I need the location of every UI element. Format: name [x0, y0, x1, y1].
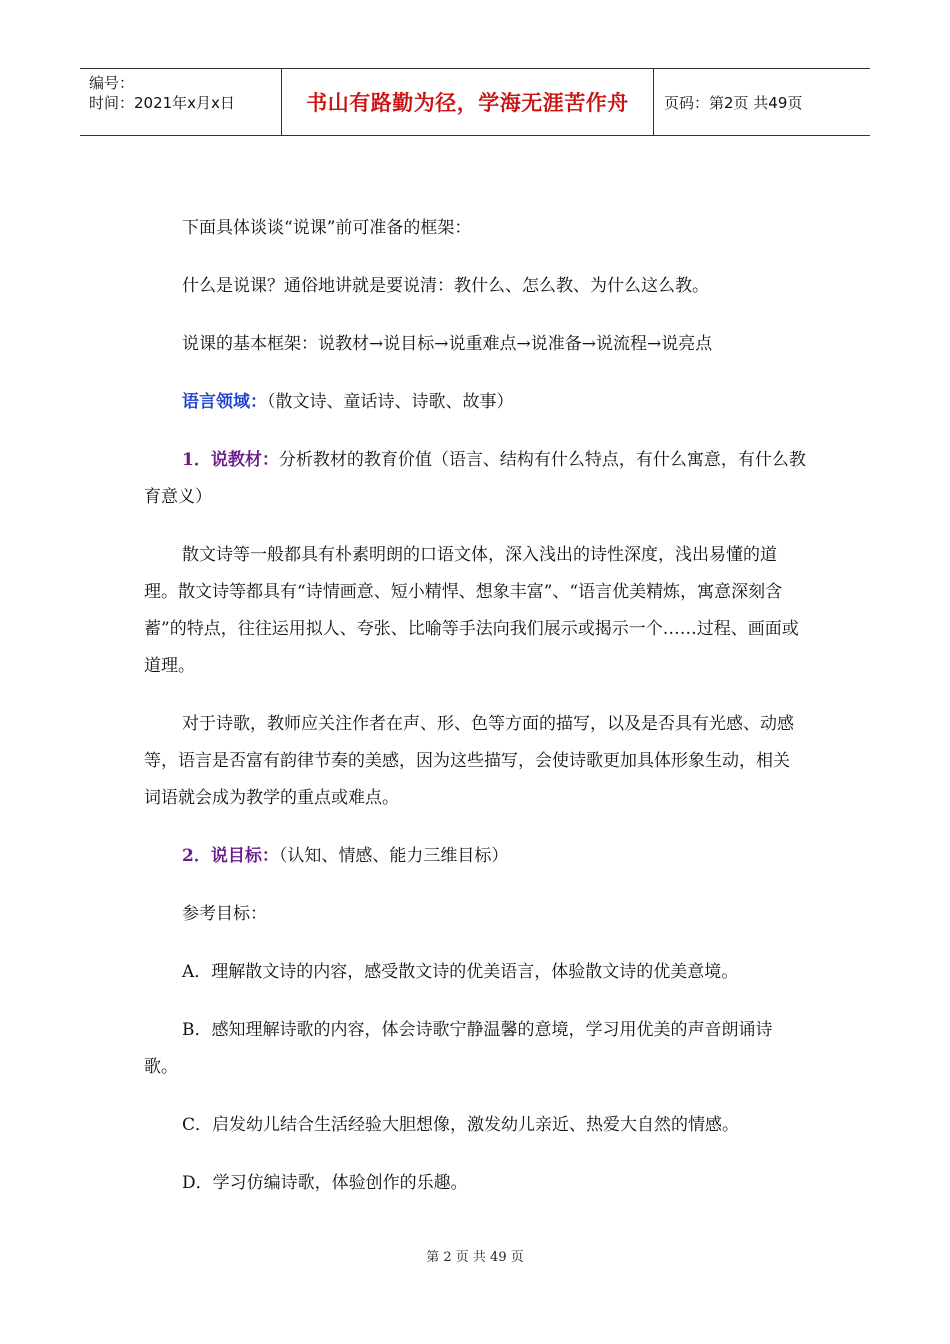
list-item: B．感知理解诗歌的内容，体会诗歌宁静温馨的意境，学习用优美的声音朗诵诗歌。 [144, 1020, 773, 1077]
list-item: A．理解散文诗的内容，感受散文诗的优美语言，体验散文诗的优美意境。 [182, 962, 739, 982]
header-page-info [654, 69, 870, 135]
time-label: 时间：2021年x月x日 [89, 94, 235, 112]
section-heading-textbook [144, 442, 806, 516]
document-body [144, 210, 806, 1223]
section-text: 分析教材的教育价值（语言、结构有什么特点，有什么寓意，有什么教育意义） [144, 450, 806, 507]
paragraph: 下面具体谈谈“说课”前可准备的框架： [182, 218, 472, 238]
list-item: C．启发幼儿结合生活经验大胆想像，激发幼儿亲近、热爱大自然的情感。 [182, 1115, 740, 1135]
page-header [80, 68, 870, 136]
paragraph: 什么是说课？通俗地讲就是要说清：教什么、怎么教、为什么这么教。 [182, 276, 709, 296]
header-motto-cell [282, 69, 654, 135]
paragraph: 散文诗等一般都具有朴素明朗的口语文体，深入浅出的诗性深度，浅出易懂的道理。散文诗等都具有“诗情画意、短小精悍、想象丰富”、“语言优美精炼，寓意深刻含蓄”的特点，往往运用拟人、夸张、比喻等手法向我们展示或揭示一个……过程、画面或道理。 [144, 545, 799, 676]
paragraph: 说课的基本框架：说教材→说目标→说重难点→说准备→说流程→说亮点 [182, 334, 713, 354]
page-info-text: 页码：第2页 共49页 [664, 93, 803, 112]
section-label: 2．说目标： [182, 846, 279, 866]
number-label: 编号： [89, 74, 135, 92]
paragraph: 参考目标： [182, 904, 267, 924]
paragraph: 对于诗歌，教师应关注作者在声、形、色等方面的描写，以及是否具有光感、动感等，语言是否富有韵律节奏的美感，因为这些描写，会使诗歌更加具体形象生动，相关词语就会成为教学的重点或难点。 [144, 714, 794, 808]
section-heading-goals [144, 838, 806, 875]
header-meta [80, 69, 282, 135]
section-text: （认知、情感、能力三维目标） [278, 846, 509, 866]
section-text: （散文诗、童话诗、诗歌、故事） [267, 392, 514, 412]
motto-text: 书山有路勤为径，学海无涯苦作舟 [306, 90, 629, 115]
section-heading-language [144, 384, 806, 421]
section-label: 1．说教材： [182, 450, 279, 470]
page-footer: 第 2 页 共 49 页 [426, 1250, 524, 1265]
list-item: D．学习仿编诗歌，体验创作的乐趣。 [182, 1173, 468, 1193]
section-label: 语言领域： [182, 392, 267, 412]
